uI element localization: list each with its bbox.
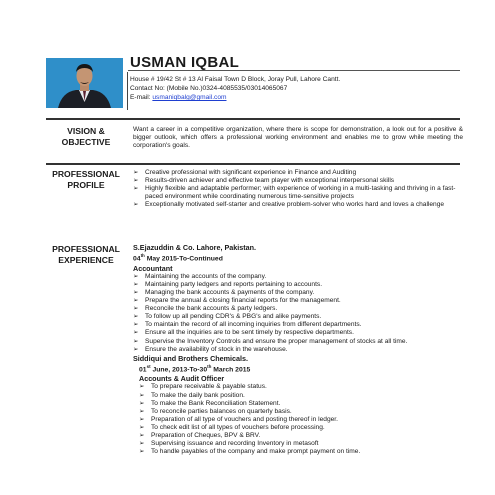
arrow-bullet-icon: ➢	[139, 423, 145, 431]
arrow-bullet-icon: ➢	[133, 345, 139, 353]
arrow-bullet-icon: ➢	[139, 440, 145, 448]
list-item: ➢ Preparation of all type of vouchers and posting thereof in ledger.	[139, 415, 338, 423]
arrow-bullet-icon: ➢	[133, 313, 139, 321]
header	[130, 55, 460, 102]
list-item: ➢ To make the daily bank position.	[139, 391, 245, 399]
duties-list	[139, 383, 463, 456]
experience-label: PROFESSIONAL EXPERIENCE	[52, 244, 120, 265]
profile-label: PROFESSIONAL PROFILE	[52, 169, 120, 190]
arrow-bullet-icon: ➢	[139, 448, 145, 456]
list-item: ➢ Managing the bank accounts & payments of the company.	[133, 288, 315, 296]
section-label-profile	[40, 169, 132, 191]
arrow-bullet-icon: ➢	[133, 201, 139, 209]
arrow-bullet-icon: ➢	[133, 185, 139, 193]
email-line	[130, 93, 460, 102]
experience-block	[133, 243, 463, 456]
arrow-bullet-icon: ➢	[139, 415, 145, 423]
header-vertical-divider	[127, 72, 128, 110]
list-item: ➢ Results-driven achiever and effective team player with exceptional interpersonal skills	[133, 177, 395, 185]
duties-list	[133, 273, 463, 354]
list-item: ➢ Preparation of Cheques, BPV & BRV.	[139, 432, 261, 440]
profile-photo	[46, 58, 123, 108]
candidate-name: USMAN IQBAL	[130, 54, 240, 71]
list-item: ➢ Supervise the Inventory Controls and ensure the proper management of stocks at all time.	[133, 337, 408, 345]
list-item: ➢ Ensure all the inquiries are to be sent timely by respective departments.	[133, 329, 354, 337]
arrow-bullet-icon: ➢	[139, 432, 145, 440]
arrow-bullet-icon: ➢	[139, 383, 145, 391]
section-divider	[46, 163, 460, 165]
list-item: ➢ To maintain the record of all incoming inquiries from different departments.	[133, 321, 362, 329]
arrow-bullet-icon: ➢	[133, 272, 139, 280]
arrow-bullet-icon: ➢	[139, 391, 145, 399]
section-label-objective	[40, 126, 132, 148]
second-job	[139, 363, 463, 457]
phone-numbers: Contact No: (Mobile No.)0324-4085535/03014065067	[130, 85, 288, 92]
list-item: ➢ Supervising issuance and recording Inventory in metasoft	[139, 440, 319, 448]
job-title: Accountant	[133, 263, 173, 273]
list-item: ➢ To handle payables of the company and make prompt payment on time.	[139, 448, 361, 456]
contact-block	[130, 75, 460, 102]
objective-label: VISION & OBJECTIVE	[61, 126, 111, 147]
list-item: ➢ To follow up all pending CDR's & PBG's and alike payments.	[133, 313, 322, 321]
section-label-experience	[40, 244, 132, 266]
job-title: Accounts & Audit Officer	[139, 374, 225, 384]
email-link[interactable]: usmaniqbalg@gmail.com	[152, 94, 227, 101]
company-name: S.Ejazuddin & Co. Lahore, Pakistan.	[133, 243, 257, 252]
arrow-bullet-icon: ➢	[133, 288, 139, 296]
list-item: ➢ Reconcile the bank accounts & party ledgers.	[133, 305, 278, 313]
list-item: ➢ Creative professional with significant experience in Finance and Auditing	[133, 169, 357, 176]
arrow-bullet-icon: ➢	[133, 337, 139, 345]
list-item: ➢ To reconcile parties balances on quarterly basis.	[139, 407, 292, 415]
arrow-bullet-icon: ➢	[133, 297, 139, 305]
arrow-bullet-icon: ➢	[133, 321, 139, 329]
list-item: ➢ Highly flexible and adaptable performer; with experience of working in a multi-tasking and thriving in a fast-paced environment while coordinating numerous time-sensitive projects	[133, 185, 456, 201]
arrow-bullet-icon: ➢	[133, 329, 139, 337]
profile-list	[133, 169, 463, 209]
objective-text: Want a career in a competitive organization, where there is scope for demonstration, a look out for a positive & bigger outlook, which offers a professional working environment and enables me to grow while meeting the corporation's goals.	[133, 126, 463, 150]
list-item: ➢ To check edit list of all types of vouchers before processing.	[139, 423, 325, 431]
list-item: ➢ Maintaining the accounts of the company.	[133, 272, 267, 280]
address: House # 19/42 St # 13 Al Faisal Town D Block, Joray Pull, Lahore Cantt.	[130, 76, 341, 83]
arrow-bullet-icon: ➢	[139, 399, 145, 407]
employment-period: 04th May 2015-To-Continued	[133, 253, 223, 263]
list-item: ➢ Maintaining party ledgers and reports pertaining to accounts.	[133, 280, 323, 288]
section-divider	[46, 118, 460, 120]
list-item: ➢ To make the Bank Reconciliation Statement.	[139, 399, 281, 407]
arrow-bullet-icon: ➢	[133, 280, 139, 288]
arrow-bullet-icon: ➢	[133, 177, 139, 185]
arrow-bullet-icon: ➢	[133, 169, 139, 176]
company-name: Siddiqui and Brothers Chemicals.	[133, 353, 249, 363]
email-label: E-mail:	[130, 94, 151, 101]
person-portrait-icon	[46, 58, 123, 108]
arrow-bullet-icon: ➢	[133, 305, 139, 313]
employment-period: 01st June, 2013-To-30th March 2015	[139, 363, 251, 373]
arrow-bullet-icon: ➢	[139, 407, 145, 415]
list-item: ➢ Exceptionally motivated self-starter and creative problem-solver who works hard and loves a challenge	[133, 201, 445, 209]
list-item: ➢ Prepare the annual & closing financial reports for the management.	[133, 297, 341, 305]
list-item: ➢ Ensure the availability of stock in the warehouse.	[133, 345, 288, 353]
list-item: ➢ To prepare receivable & payable status.	[139, 383, 267, 391]
